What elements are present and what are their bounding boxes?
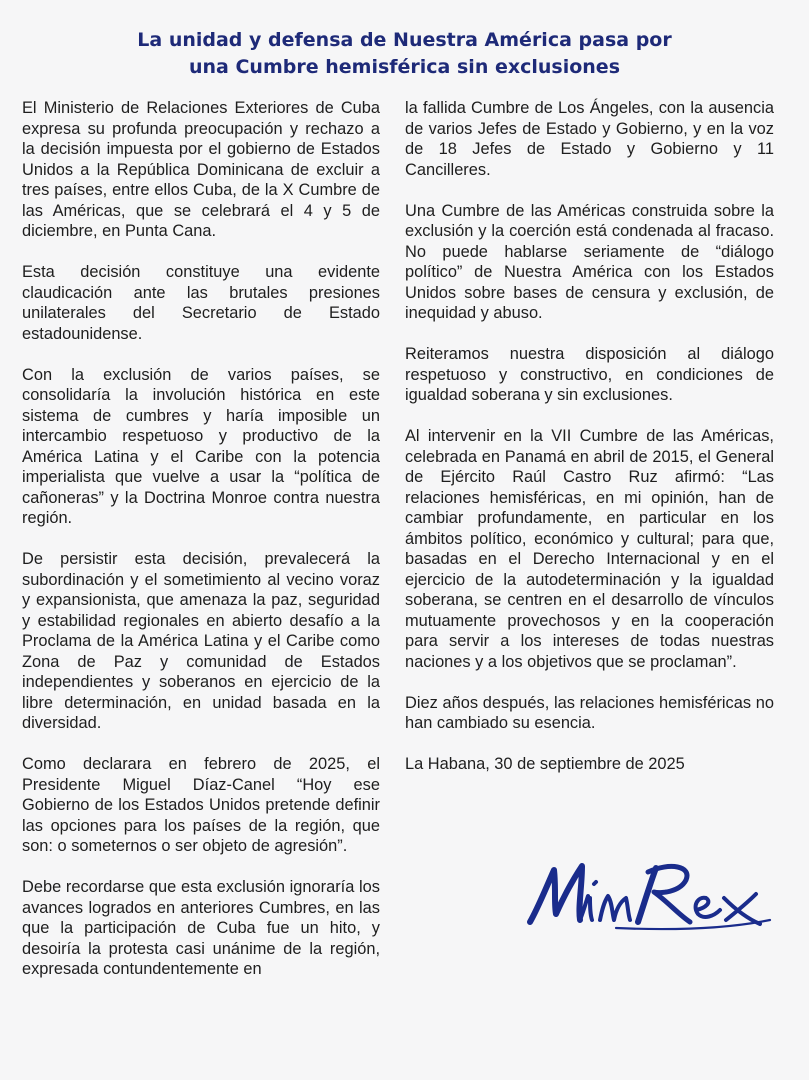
paragraph: Diez años después, las relaciones hemisféricas no han cambiado su esencia. — [405, 693, 774, 732]
title-line-1: La unidad y defensa de Nuestra América pasa por — [137, 29, 672, 51]
paragraph: Al intervenir en la VII Cumbre de las Américas, celebrada en Panamá en abril de 2015, el General de Ejército Raúl Castro Ruz afirmó: “Las relaciones hemisféricas, en mi opinión, han de cambiar profundamente, en particular en los ámbitos político, económico y cultural; para que, basadas en el Derecho Internacional y en el ejercicio de la autodeterminación y la igualdad soberana, se centren en el desarrollo de vínculos mutuamente provechosos y en la cooperación para servir a los intereses de todas nuestras naciones y a los objetivos que se proclaman”. — [405, 427, 774, 671]
dateline: La Habana, 30 de septiembre de 2025 — [405, 755, 685, 773]
paragraph: Como declarara en febrero de 2025, el Presidente Miguel Díaz-Canel “Hoy ese Gobierno de los Estados Unidos pretende definir las opciones para los países de la región, que son: o someternos o ser objeto de agresión”. — [22, 755, 380, 855]
paragraph: De persistir esta decisión, prevalecerá la subordinación y el sometimiento al vecino voraz y expansionista, que amenaza la paz, seguridad y estabilidad regionales en abierto desafío a la Proclama de la América Latina y el Caribe como Zona de Paz y comunidad de Estados independientes y soberanos en ejercicio de la libre determinación, en unidad basada en la diversidad. — [22, 550, 380, 732]
title-line-2: una Cumbre hemisférica sin exclusiones — [189, 56, 620, 78]
paragraph: El Ministerio de Relaciones Exteriores de Cuba expresa su profunda preocupación y rechazo a la decisión impuesta por el gobierno de Estados Unidos a la República Dominicana de excluir a tres países, entre ellos Cuba, de la X Cumbre de las Américas, que se celebrará el 4 y 5 de diciembre, en Punta Cana. — [22, 99, 380, 240]
paragraph: la fallida Cumbre de Los Ángeles, con la ausencia de varios Jefes de Estado y Gobierno, y en la voz de 18 Jefes de Estado y Gobierno y 11 Cancilleres. — [405, 99, 774, 179]
right-column — [405, 98, 774, 795]
paragraph: Debe recordarse que esta exclusión ignoraría los avances logrados en anteriores Cumbres, en las que la participación de Cuba fue un hito, y desoiría la protesta casi unánime de la región, expresada contundentemente en — [22, 878, 380, 978]
paragraph: Una Cumbre de las Américas construida sobre la exclusión y la coerción está condenada al fracaso. No puede hablarse seriamente de “diálogo político” de Nuestra América con los Estados Unidos sobre bases de censura y exclusión, de inequidad y abuso. — [405, 201, 774, 322]
paragraph: Esta decisión constituye una evidente claudicación ante las brutales presiones unilaterales del Secretario de Estado estadounidense. — [22, 263, 380, 343]
paragraph: Con la exclusión de varios países, se consolidaría la involución histórica en este sistema de cumbres y haría imposible un intercambio respetuoso y productivo de la América Latina y el Caribe con la potencia imperialista que vuelve a usar la “política de cañoneras” y la Doctrina Monroe contra nuestra región. — [22, 365, 380, 527]
minrex-signature-logo — [520, 850, 780, 940]
paragraph: Reiteramos nuestra disposición al diálogo respetuoso y constructivo, en condiciones de igualdad soberana y sin exclusiones. — [405, 345, 774, 404]
left-column — [22, 98, 380, 1000]
page-title — [40, 27, 769, 81]
